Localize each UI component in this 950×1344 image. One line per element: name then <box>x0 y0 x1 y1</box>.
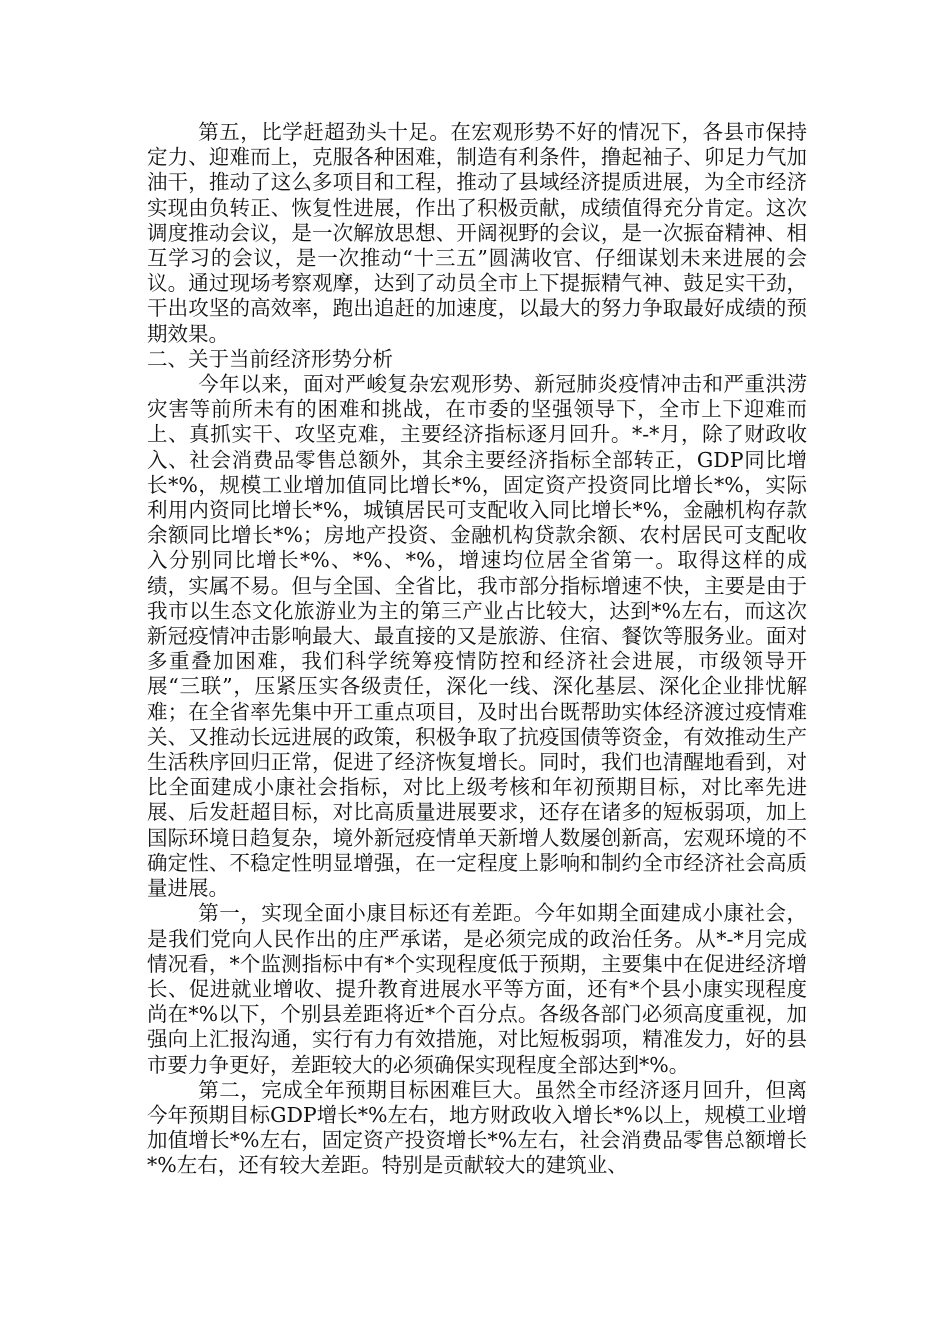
section-heading-economic-analysis: 二、关于当前经济形势分析 <box>147 346 393 371</box>
paragraph-first-point: 第一，实现全面小康目标还有差距。今年如期全面建成小康社会，是我们党向人民作出的庄严承诺，是必须完成的政治任务。从*-*月完成情况看，*个监测指标中有*个实现程度低于预期，主要集中在促进经济增长、促进就业增收、提升教育进展水平等方面，还有*个县小康实现程度尚在*%以下，个别县差距将近*个百分点。各级各部门必须高度重视，加强向上汇报沟通，实行有力有效措施，对比短板弱项，精准发力，好的县市要力争更好，差距较大的必须确保实现程度全部达到*%。 <box>147 901 807 1077</box>
paragraph-economic-situation: 今年以来，面对严峻复杂宏观形势、新冠肺炎疫情冲击和严重洪涝灾害等前所未有的困难和挑战，在市委的坚强领导下，全市上下迎难而上、真抓实干、攻坚克难，主要经济指标逐月回升。*-*月，除了财政收入、社会消费品零售总额外，其余主要经济指标全部转正，GDP同比增长*%，规模工业增加值同比增长*%，固定资产投资同比增长*%，实际利用内资同比增长*%，城镇居民可支配收入同比增长*%，金融机构存款余额同比增长*%；房地产投资、金融机构贷款余额、农村居民可支配收入分别同比增长*%、*%、*%，增速均位居全省第一。取得这样的成绩，实属不易。但与全国、全省比，我市部分指标增速不快，主要是由于我市以生态文化旅游业为主的第三产业占比较大，达到*%左右，而这次新冠疫情冲击影响最大、最直接的又是旅游、住宿、餐饮等服务业。面对多重叠加困难，我们科学统筹疫情防控和经济社会进展，市级领导开展“三联”，压紧压实各级责任，深化一线、深化基层、深化企业排忧解难；在全省率先集中开工重点项目，及时出台既帮助实体经济渡过疫情难关、又推动长远进展的政策，积极争取了抗疫国债等资金，有效推动生产生活秩序回归正常，促进了经济恢复增长。同时，我们也清醒地看到，对比全面建成小康社会指标，对比上级考核和年初预期目标，对比率先进展、后发赶超目标，对比高质量进展要求，还存在诸多的短板弱项，加上国际环境日趋复杂，境外新冠疫情单天新增人数屡创新高，宏观环境的不确定性、不稳定性明显增强，在一定程度上影响和制约全市经济社会高质量进展。 <box>147 372 807 901</box>
document-page <box>147 120 807 1179</box>
paragraph-fifth-point: 第五，比学赶超劲头十足。在宏观形势不好的情况下，各县市保持定力、迎难而上，克服各种困难，制造有利条件，撸起袖子、卯足力气加油干，推动了这么多项目和工程，推动了县域经济提质进展，为全市经济实现由负转正、恢复性进展，作出了积极贡献，成绩值得充分肯定。这次调度推动会议，是一次解放思想、开阔视野的会议，是一次振奋精神、相互学习的会议，是一次推动“十三五”圆满收官、仔细谋划未来进展的会议。通过现场考察观摩，达到了动员全市上下提振精气神、鼓足实干劲，干出攻坚的高效率，跑出追赶的加速度，以最大的努力争取最好成绩的预期效果。 <box>147 120 807 346</box>
paragraph-second-point: 第二，完成全年预期目标困难巨大。虽然全市经济逐月回升，但离今年预期目标GDP增长*%左右，地方财政收入增长*%以上，规模工业增加值增长*%左右，固定资产投资增长*%左右，社会消费品零售总额增长*%左右，还有较大差距。特别是贡献较大的建筑业、 <box>147 1077 807 1178</box>
